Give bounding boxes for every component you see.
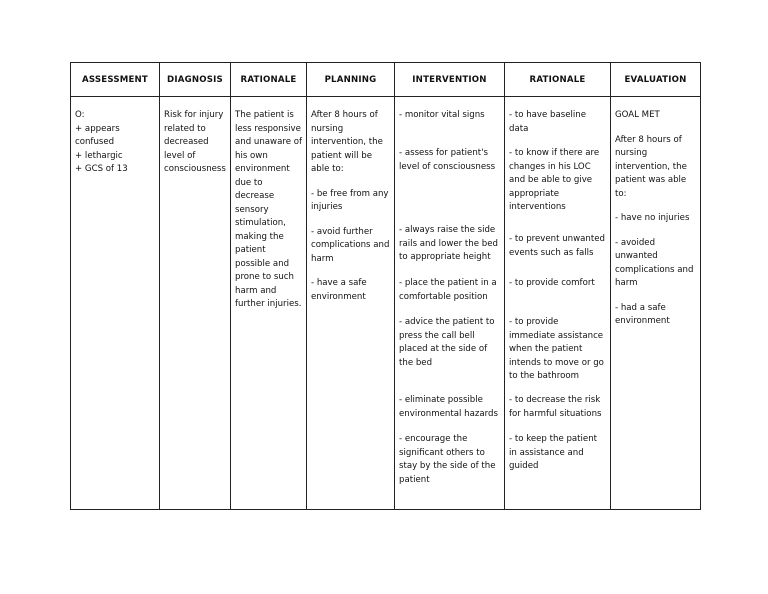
nursing-care-plan-table <box>70 62 701 510</box>
rationale-2-item: - to provide comfort <box>509 278 595 288</box>
header-planning: PLANNING <box>307 63 395 97</box>
rationale-cell <box>231 97 307 510</box>
rationale-2-item: - to keep the patient in assistance and guided <box>509 434 598 471</box>
intervention-item: - place the patient in a comfortable position <box>399 278 497 302</box>
assessment-line: + GCS of 13 <box>75 164 128 174</box>
planning-intro: After 8 hours of nursing intervention, the patient will be able to: <box>311 110 386 174</box>
intervention-item: - eliminate possible environmental hazards <box>399 395 498 419</box>
intervention-item: - monitor vital signs <box>399 110 485 120</box>
evaluation-status: GOAL MET <box>615 110 660 120</box>
header-diagnosis: DIAGNOSIS <box>160 63 231 97</box>
evaluation-intro: After 8 hours of nursing intervention, the patient was able to: <box>615 134 690 199</box>
planning-goal: - avoid further complications and harm <box>311 226 393 264</box>
evaluation-outcome: - had a safe environment <box>615 302 670 326</box>
rationale-2-item: - to prevent unwanted events such as falls <box>509 234 605 258</box>
content-row <box>71 97 701 510</box>
header-intervention: INTERVENTION <box>395 63 505 97</box>
evaluation-outcome: - avoided unwanted complications and harm <box>615 237 697 288</box>
assessment-cell <box>71 97 160 510</box>
intervention-item: - always raise the side rails and lower the bed to appropriate height <box>399 225 498 262</box>
rationale-2-item: - to know if there are changes in his LOC and be able to give appropriate interventions <box>509 148 600 212</box>
header-rationale: RATIONALE <box>231 63 307 97</box>
rationale-2-item: - to have baseline data <box>509 110 587 134</box>
planning-goal: - have a safe environment <box>311 278 370 302</box>
intervention-item: - encourage the significant others to stay by the side of the patient <box>399 434 496 485</box>
rationale-2-item: - to provide immediate assistance when the patient intends to move or go to the bathroom <box>509 317 604 381</box>
intervention-item: - advice the patient to press the call bell placed at the side of the bed <box>399 317 495 368</box>
intervention-item: - assess for patient's level of consciousness <box>399 148 496 172</box>
diagnosis-text: Risk for injury related to decreased level of consciousness <box>164 110 227 174</box>
rationale-text: The patient is less responsive and unaware of his own environment due to decrease sensory stimulation, making the patient possible and prone to such harm and further injuries. <box>235 110 305 309</box>
evaluation-outcome: - have no injuries <box>615 213 690 223</box>
assessment-line: + lethargic <box>75 150 123 161</box>
assessment-line: + appears confused <box>75 123 120 147</box>
rationale-2-cell <box>505 97 611 510</box>
rationale-2-item: - to decrease the risk for harmful situations <box>509 395 602 419</box>
assessment-line: O: <box>75 110 85 120</box>
header-rationale-2: RATIONALE <box>505 63 611 97</box>
header-row <box>71 63 701 97</box>
planning-cell <box>307 97 395 510</box>
diagnosis-cell <box>160 97 231 510</box>
header-evaluation: EVALUATION <box>611 63 701 97</box>
planning-goal: - be free from any injuries <box>311 188 392 212</box>
header-assessment: ASSESSMENT <box>71 63 160 97</box>
intervention-cell <box>395 97 505 510</box>
evaluation-cell <box>611 97 701 510</box>
